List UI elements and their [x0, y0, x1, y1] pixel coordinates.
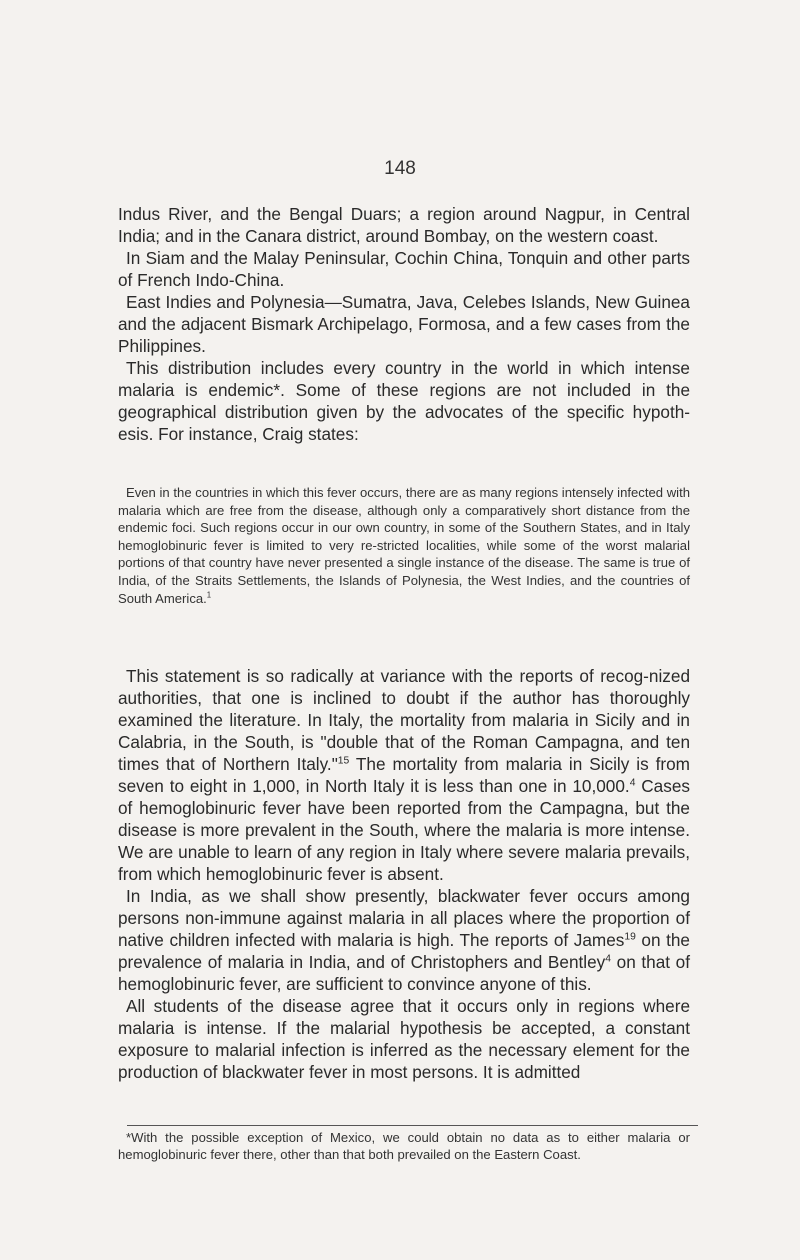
paragraph-students: All students of the disease agree that it occurs only in regions where malaria is intense. If the malarial hypothesis be accepted, a constant exposure to malarial infection is inferred as the necessary element for the production of blackwater fever in most persons. It is admitted — [118, 996, 690, 1082]
citation-reference: 4 — [605, 953, 612, 965]
footnote-divider — [127, 1125, 698, 1126]
paragraph-india-part-a: In India, as we shall show presently, blackwater fever occurs among persons non-immune against malaria in all places where the proportion of native children infected with malaria is high. The reports of James — [118, 886, 690, 950]
page-number: 148 — [384, 158, 416, 179]
paragraph-siam: In Siam and the Malay Peninsular, Cochin China, Tonquin and other parts of French Indo-China. — [118, 248, 690, 290]
block-quote — [118, 484, 690, 607]
quote-reference: 1 — [206, 590, 212, 600]
citation-reference: 19 — [624, 931, 636, 943]
paragraph-italy — [118, 665, 690, 885]
footnote — [118, 1129, 690, 1164]
main-text-top — [118, 203, 690, 445]
paragraph-indus: Indus River, and the Bengal Duars; a region around Nagpur, in Central India; and in the Canara district, around Bombay, on the western coast. — [118, 204, 690, 246]
quote-text: Even in the countries in which this fever occurs, there are as many regions intensely infected with malaria which are free from the disease, although only a comparatively short distance from the endemic foci. Such regions occur in our own country, in some of the Southern States, and in Italy hemoglobinuric fever is limited to very re-stricted localities, while some of the worst malarial portions of that country have never presented a single instance of the disease. The same is true of India, of the Straits Settlements, the Islands of Polynesia, the West Indies, and the countries of South America. — [118, 485, 690, 606]
citation-reference: 15 — [337, 755, 350, 767]
paragraph-india-part-b: on the prevalence of malaria in India, and of Christophers and Bentley — [118, 930, 690, 972]
paragraph-italy-part-b: The mortality from malaria in Sicily is from seven to eight in 1,000, in North Italy it is less than one in 10,000. — [118, 754, 690, 796]
quote-paragraph — [118, 484, 690, 607]
paragraph-distribution: This distribution includes every country in the world in which intense malaria is endemic*. Some of these regions are not included in the geographical distribution given by the advocates of the specific hypoth-esis. For instance, Craig states: — [118, 358, 690, 444]
footnote-text: *With the possible exception of Mexico, we could obtain no data as to either malaria or hemoglobinuric fever there, other than that both prevailed on the Eastern Coast. — [118, 1130, 690, 1163]
paragraph-italy-part-a: This statement is so radically at variance with the reports of recog-nized authorities, that one is inclined to doubt if the author has thoroughly examined the literature. In Italy, the mortality from malaria in Sicily and in Calabria, in the South, is "double that of the Roman Campagna, and ten times that of Northern Italy." — [118, 666, 690, 774]
paragraph-italy-part-c: Cases of hemoglobinuric fever have been reported from the Campagna, but the disease is more prevalent in the South, where the malaria is more intense. We are unable to learn of any region in Italy where severe malaria prevails, from which hemoglobinuric fever is absent. — [118, 776, 690, 884]
paragraph-india-part-c: on that of hemoglobinuric fever, are sufficient to convince anyone of this. — [118, 952, 691, 994]
main-text-bottom — [118, 665, 690, 1083]
citation-reference: 4 — [629, 777, 636, 789]
paragraph-east-indies: East Indies and Polynesia—Sumatra, Java, Celebes Islands, New Guinea and the adjacent Bismark Archipelago, Formosa, and a few cases from the Philippines. — [118, 292, 690, 356]
paragraph-india — [118, 885, 690, 995]
